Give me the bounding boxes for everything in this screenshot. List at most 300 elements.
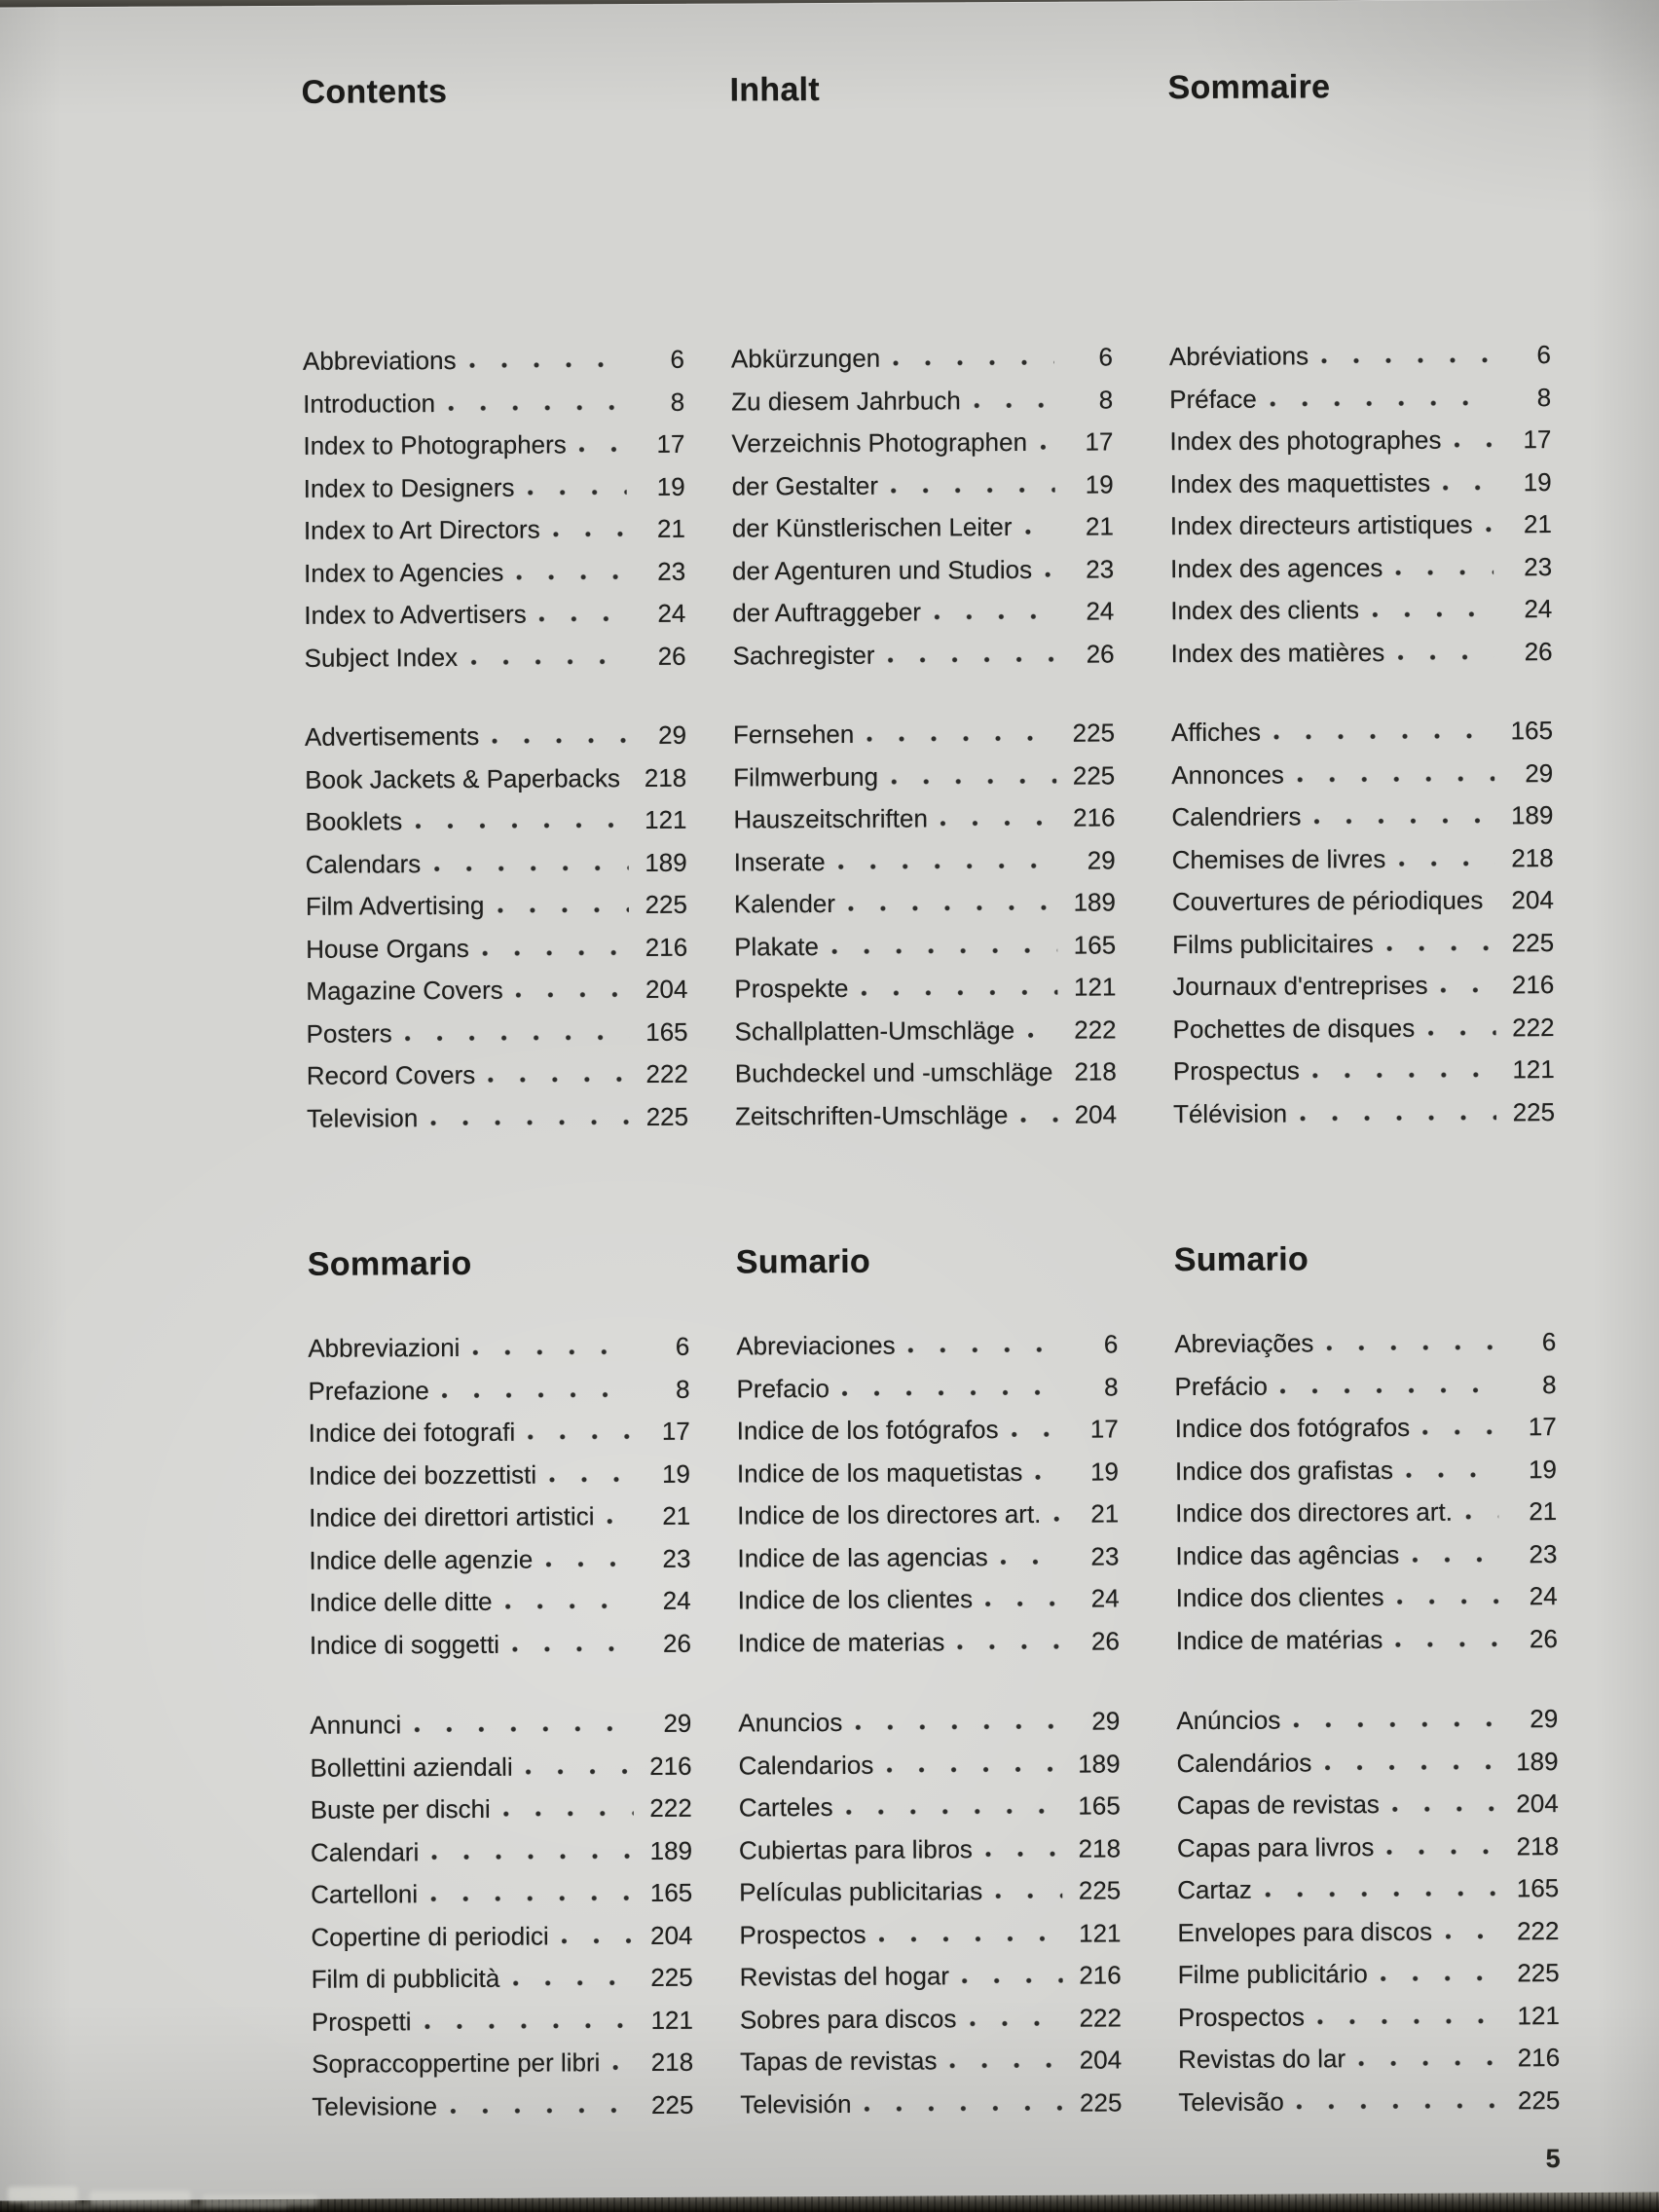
- scan-artifact: [25, 2203, 288, 2209]
- toc-entry-label: Journaux d'entreprises: [1172, 970, 1428, 1002]
- toc-entry-label: Plakate: [734, 931, 819, 962]
- dot-leader: [985, 1850, 1062, 1857]
- toc-entry-label: Record Covers: [306, 1059, 476, 1090]
- toc-row: [1170, 546, 1552, 591]
- toc-entry-label: Index to Photographers: [303, 429, 567, 461]
- toc-entry-label: Buste per dischi: [310, 1793, 491, 1825]
- dot-leader: [472, 1348, 631, 1356]
- toc-entry-label: Affiches: [1170, 717, 1262, 748]
- dot-leader: [1465, 1513, 1498, 1520]
- dot-leader: [414, 1725, 633, 1733]
- toc-row: [1172, 964, 1554, 1009]
- toc-row: [738, 1620, 1120, 1665]
- toc-entry-label: Indice dos clientes: [1175, 1582, 1384, 1613]
- toc-row: [1169, 419, 1551, 463]
- dot-leader: [1300, 1114, 1496, 1122]
- dot-leader: [539, 615, 628, 622]
- toc-entry-page: 189: [1516, 1746, 1559, 1776]
- toc-entry-page: 225: [1511, 927, 1555, 957]
- toc-entry-label: Index to Designers: [303, 472, 515, 503]
- toc-entry-label: Calendários: [1176, 1747, 1312, 1778]
- toc-entry-label: Sopraccoppertine per libri: [312, 2047, 601, 2079]
- toc-row: [739, 1869, 1121, 1914]
- dot-leader: [482, 949, 629, 957]
- toc-row: [1175, 1491, 1557, 1535]
- toc-entry-page: 19: [656, 471, 685, 501]
- toc-group: [1176, 1698, 1560, 2123]
- toc-heading-french: Sommaire: [1167, 68, 1331, 107]
- toc-entry-label: Indice de los fotógrafos: [736, 1415, 999, 1446]
- toc-row: [733, 796, 1115, 841]
- toc-entry-label: Fernsehen: [732, 719, 855, 750]
- toc-row: [733, 712, 1115, 756]
- dot-leader: [1293, 1720, 1499, 1728]
- toc-entry-label: Index des clients: [1170, 595, 1360, 626]
- toc-entry-page: 225: [1079, 2086, 1123, 2118]
- toc-entry-page: 23: [1090, 1540, 1120, 1571]
- toc-entry-page: 225: [1512, 1096, 1556, 1126]
- scan-artifact: [8, 2187, 78, 2202]
- toc-group: [738, 1700, 1122, 2125]
- toc-row: [734, 966, 1116, 1011]
- toc-entry-label: Prefazione: [308, 1375, 429, 1406]
- toc-row: [310, 1703, 691, 1748]
- toc-row: [740, 2039, 1122, 2083]
- toc-entry-label: Indice dei direttori artistici: [309, 1501, 595, 1532]
- toc-row: [1171, 710, 1553, 755]
- toc-row: [740, 1997, 1122, 2042]
- toc-row: [733, 755, 1115, 799]
- dot-leader: [1397, 653, 1493, 661]
- dot-leader: [1406, 1471, 1498, 1478]
- toc-entry-label: Préface: [1169, 384, 1257, 414]
- toc-row: [1172, 1007, 1554, 1051]
- toc-entry-label: Indice dei fotografi: [308, 1417, 516, 1448]
- dot-leader: [940, 820, 1057, 828]
- dot-leader: [433, 865, 629, 872]
- toc-entry-page: 189: [645, 847, 687, 877]
- dot-leader: [442, 1391, 632, 1399]
- toc-row: [731, 379, 1113, 424]
- toc-entry-page: 204: [645, 974, 688, 1004]
- dot-leader: [855, 1723, 1061, 1731]
- dot-leader: [1270, 399, 1493, 407]
- toc-entry-page: 222: [1079, 2002, 1122, 2033]
- toc-entry-page: 189: [1510, 800, 1554, 830]
- toc-entry-page: 17: [1528, 1412, 1557, 1442]
- toc-row: [1176, 1575, 1558, 1620]
- toc-entry-label: Subject Index: [304, 642, 459, 673]
- dot-leader: [448, 404, 626, 412]
- toc-entry-label: Carteles: [738, 1791, 833, 1823]
- toc-entry-page: 29: [658, 719, 687, 750]
- toc-row: [1177, 1910, 1559, 1955]
- toc-entry-page: 225: [1517, 1958, 1560, 1988]
- toc-row: [1177, 1783, 1559, 1827]
- dot-leader: [1035, 1473, 1060, 1480]
- toc-heading-portuguese: Sumario: [1173, 1240, 1309, 1279]
- toc-entry-label: Indice dos grafistas: [1174, 1455, 1394, 1486]
- dot-leader: [949, 2062, 1063, 2070]
- dot-leader: [1280, 1386, 1498, 1394]
- toc-row: [731, 421, 1113, 465]
- toc-row: [311, 1914, 692, 1959]
- toc-entry-page: 6: [1536, 340, 1552, 370]
- toc-entry-page: 121: [1078, 1917, 1122, 1948]
- dot-leader: [865, 2104, 1064, 2112]
- toc-column-english: [301, 71, 689, 1133]
- toc-row: [1169, 334, 1551, 379]
- toc-entry-page: 26: [1090, 1625, 1120, 1656]
- toc-entry-label: Prospectos: [1177, 2001, 1306, 2032]
- toc-row: [1175, 1406, 1557, 1451]
- dot-leader: [886, 1765, 1061, 1773]
- dot-leader: [969, 2019, 1062, 2027]
- dot-leader: [505, 1603, 633, 1610]
- toc-entry-label: Abréviations: [1168, 341, 1309, 372]
- toc-row: [1175, 1533, 1557, 1578]
- toc-entry-label: Télévision: [1172, 1098, 1288, 1128]
- toc-entry-page: 121: [1512, 1054, 1555, 1085]
- toc-entry-label: Prefácio: [1174, 1371, 1268, 1401]
- toc-row: [736, 1323, 1118, 1368]
- dot-leader: [612, 2064, 635, 2071]
- toc-entry-label: Televisão: [1178, 2086, 1284, 2117]
- toc-entry-page: 29: [1091, 1706, 1121, 1736]
- toc-entry-label: Zeitschriften-Umschläge: [734, 1099, 1009, 1131]
- toc-entry-page: 218: [644, 762, 687, 793]
- dot-leader: [1020, 1116, 1058, 1123]
- toc-row: [312, 2083, 693, 2128]
- toc-entry-page: 24: [657, 598, 686, 628]
- toc-entry-page: 225: [650, 1962, 693, 1992]
- toc-entry-label: Index to Agencies: [304, 557, 504, 588]
- toc-entry-page: 6: [675, 1331, 690, 1361]
- toc-entry-label: Inserate: [733, 846, 826, 877]
- toc-entry-label: Abbreviazioni: [308, 1332, 461, 1363]
- toc-entry-label: Abreviaciones: [736, 1330, 896, 1361]
- toc-entry-label: Calendarios: [738, 1750, 874, 1780]
- toc-entry-label: Chemises de livres: [1171, 843, 1386, 874]
- dot-leader: [1297, 775, 1494, 783]
- dot-leader: [1324, 1763, 1499, 1771]
- toc-row: [309, 1453, 690, 1497]
- toc-entry-page: 225: [645, 1101, 689, 1131]
- toc-row: [1171, 794, 1553, 839]
- toc-row: [306, 969, 687, 1014]
- dot-leader: [545, 1561, 632, 1567]
- dot-leader: [1392, 1805, 1500, 1813]
- toc-row: [1176, 1741, 1558, 1786]
- dot-leader: [1397, 1598, 1499, 1605]
- dot-leader: [497, 906, 629, 914]
- dot-leader: [1443, 484, 1493, 491]
- toc-entry-page: 225: [1072, 718, 1116, 748]
- toc-entry-page: 218: [1516, 1830, 1560, 1861]
- toc-row: [1175, 1449, 1557, 1493]
- toc-entry-label: Buchdeckel und -umschläge: [734, 1056, 1053, 1088]
- toc-entry-label: Indice dei bozzettisti: [308, 1459, 537, 1491]
- toc-entry-label: Revistas do lar: [1178, 2044, 1346, 2075]
- dot-leader: [848, 904, 1057, 912]
- toc-row: [308, 1326, 689, 1371]
- dot-leader: [492, 737, 628, 745]
- toc-entry-page: 189: [649, 1835, 693, 1865]
- dot-leader: [985, 1601, 1061, 1607]
- toc-row: [304, 465, 685, 510]
- toc-entry-label: Pochettes de disques: [1172, 1013, 1416, 1044]
- toc-entry-page: 189: [1073, 887, 1116, 917]
- toc-entry-label: Prospectos: [739, 1919, 866, 1949]
- dot-leader: [879, 1935, 1063, 1942]
- dot-leader: [516, 991, 630, 999]
- toc-entry-page: 165: [1073, 929, 1117, 960]
- toc-entry-label: Index des maquettistes: [1169, 467, 1431, 498]
- toc-group: [308, 1326, 691, 1667]
- toc-column-german: [729, 68, 1118, 1131]
- toc-entry-page: 23: [662, 1543, 691, 1573]
- toc-row: [309, 1537, 690, 1582]
- toc-entry-label: Posters: [306, 1017, 392, 1049]
- toc-entry-label: Calendriers: [1171, 801, 1302, 832]
- toc-entry-page: 165: [1078, 1790, 1121, 1821]
- toc-row: [307, 1095, 688, 1140]
- toc-row: [738, 1743, 1120, 1788]
- toc-entry-page: 204: [649, 1920, 693, 1950]
- toc-entry-page: 29: [1087, 844, 1116, 875]
- toc-entry-page: 222: [649, 1792, 692, 1823]
- dot-leader: [424, 2022, 635, 2030]
- toc-row: [740, 1954, 1122, 1999]
- toc-entry-page: 17: [661, 1416, 690, 1446]
- dot-leader: [974, 401, 1054, 408]
- toc-entry-page: 26: [1529, 1623, 1558, 1653]
- toc-entry-page: 24: [1090, 1583, 1120, 1613]
- toc-entry-label: Hauszeitschriften: [733, 803, 928, 834]
- toc-entry-page: 225: [1078, 1875, 1122, 1905]
- scan-artifact: [90, 2191, 191, 2204]
- dot-leader: [1040, 444, 1054, 451]
- dot-leader: [1001, 1558, 1061, 1565]
- toc-column-italian: [307, 1243, 694, 2121]
- toc-entry-label: Prospectus: [1172, 1055, 1300, 1087]
- toc-entry-page: 19: [661, 1458, 691, 1489]
- toc-entry-label: Film Advertising: [305, 890, 485, 921]
- dot-leader: [934, 613, 1055, 621]
- dot-leader: [1386, 944, 1495, 952]
- toc-entry-label: Anúncios: [1176, 1705, 1281, 1736]
- toc-entry-label: Index to Art Directors: [303, 514, 540, 545]
- toc-row: [303, 339, 684, 384]
- dot-leader: [469, 361, 626, 369]
- toc-entry-page: 225: [645, 889, 687, 919]
- toc-entry-label: Advertisements: [304, 720, 480, 752]
- toc-row: [734, 924, 1116, 969]
- dot-leader: [526, 1768, 634, 1776]
- dot-leader: [405, 1034, 630, 1042]
- toc-entry-label: Cartelloni: [311, 1879, 419, 1909]
- toc-entry-page: 189: [1078, 1748, 1121, 1779]
- toc-entry-label: Envelopes para discos: [1177, 1916, 1433, 1947]
- toc-group: [736, 1323, 1120, 1664]
- toc-row: [734, 1009, 1116, 1053]
- toc-row: [309, 1495, 690, 1540]
- toc-entry-label: Indice de las agencias: [737, 1541, 988, 1573]
- dot-leader: [450, 2107, 635, 2115]
- toc-entry-label: Indice dos fotógrafos: [1174, 1412, 1411, 1444]
- dot-leader: [866, 735, 1056, 743]
- toc-row: [312, 1999, 693, 2044]
- toc-row: [310, 1745, 691, 1789]
- toc-row: [1177, 1867, 1559, 1912]
- toc-entry-page: 216: [645, 932, 688, 962]
- toc-entry-label: Indice das agências: [1175, 1539, 1400, 1570]
- toc-entry-label: Calendari: [310, 1836, 420, 1867]
- toc-heading-english: Contents: [301, 73, 448, 111]
- toc-entry-page: 21: [1523, 509, 1552, 539]
- toc-column-spanish: [735, 1240, 1123, 2119]
- toc-row: [1174, 1321, 1556, 1366]
- dot-leader: [512, 1979, 634, 1987]
- toc-group: [303, 339, 686, 680]
- toc-row: [306, 884, 687, 929]
- toc-entry-label: Indice de matérias: [1175, 1624, 1383, 1655]
- toc-entry-label: House Organs: [306, 933, 469, 964]
- toc-entry-page: 6: [1541, 1327, 1557, 1357]
- toc-entry-page: 204: [1516, 1788, 1559, 1819]
- toc-entry-page: 225: [650, 2089, 694, 2120]
- toc-row: [310, 1622, 691, 1667]
- toc-row: [304, 508, 685, 553]
- toc-entry-label: der Auftraggeber: [732, 597, 922, 628]
- dot-leader: [1321, 356, 1493, 364]
- toc-entry-page: 121: [1517, 2000, 1560, 2030]
- toc-entry-label: Cartaz: [1177, 1874, 1252, 1905]
- toc-entry-label: Abkürzungen: [730, 343, 881, 374]
- toc-entry-label: Películas publicitarias: [739, 1876, 983, 1907]
- toc-row: [1174, 1364, 1556, 1409]
- toc-entry-label: Book Jackets & Paperbacks: [305, 762, 621, 794]
- toc-entry-label: Abbreviations: [302, 345, 457, 376]
- toc-entry-label: Abreviações: [1174, 1328, 1314, 1359]
- toc-entry-page: 24: [1524, 594, 1553, 624]
- toc-row: [303, 424, 684, 468]
- dot-leader: [838, 862, 1057, 869]
- dot-leader: [1398, 860, 1494, 867]
- toc-row: [737, 1535, 1119, 1580]
- toc-row: [303, 381, 684, 425]
- dot-leader: [1395, 569, 1493, 576]
- dot-leader: [1297, 2102, 1502, 2110]
- dot-leader: [1422, 1428, 1498, 1435]
- toc-entry-label: Filmwerbung: [733, 761, 879, 793]
- toc-entry-page: 19: [1089, 1456, 1120, 1487]
- toc-entry-page: 8: [675, 1374, 690, 1404]
- toc-row: [732, 463, 1114, 508]
- toc-entry-page: 121: [644, 804, 687, 834]
- toc-entry-label: Indice de materias: [737, 1626, 945, 1658]
- toc-row: [737, 1493, 1119, 1537]
- toc-heading-spanish: Sumario: [735, 1242, 871, 1281]
- toc-entry-page: 216: [1511, 970, 1555, 1000]
- toc-entry-page: 222: [645, 1058, 688, 1088]
- toc-entry-label: Zu diesem Jahrbuch: [731, 385, 961, 417]
- toc-entry-page: 216: [649, 1751, 692, 1781]
- dot-leader: [891, 777, 1056, 785]
- toc-column-french: [1167, 66, 1556, 1128]
- toc-entry-label: Magazine Covers: [306, 975, 503, 1006]
- toc-row: [732, 548, 1114, 593]
- toc-row: [306, 926, 687, 971]
- toc-entry-label: Film di pubblicità: [311, 1963, 500, 1994]
- toc-row: [304, 593, 685, 638]
- toc-group: [731, 336, 1115, 677]
- dot-leader: [1265, 1890, 1500, 1898]
- toc-entry-page: 225: [1517, 2084, 1561, 2115]
- toc-entry-label: Index des photographes: [1169, 424, 1442, 457]
- toc-row: [738, 1700, 1120, 1745]
- toc-group: [1169, 334, 1553, 675]
- toc-entry-label: Indice de los directores art.: [737, 1498, 1042, 1530]
- toc-entry-page: 165: [645, 1016, 688, 1047]
- toc-entry-page: 8: [670, 387, 685, 417]
- toc-row: [309, 1411, 690, 1456]
- dot-leader: [470, 658, 627, 666]
- toc-row: [1172, 837, 1554, 882]
- dot-leader: [1027, 1031, 1057, 1038]
- dot-leader: [488, 1076, 630, 1084]
- toc-entry-page: 23: [657, 556, 686, 586]
- dot-leader: [1313, 817, 1494, 825]
- toc-entry-label: Prospekte: [734, 973, 849, 1004]
- toc-entry-page: 204: [1511, 885, 1554, 915]
- toc-row: [1171, 753, 1553, 797]
- dot-leader: [1358, 2059, 1501, 2067]
- toc-entry-page: 29: [663, 1708, 692, 1738]
- toc-entry-label: Indice delle ditte: [309, 1586, 493, 1617]
- toc-entry-label: der Agenturen und Studios: [732, 554, 1033, 586]
- dot-leader: [1454, 441, 1493, 448]
- toc-entry-label: Prospetti: [311, 2006, 412, 2037]
- toc-entry-label: Index des agences: [1170, 552, 1383, 583]
- toc-entry-label: Index directeurs artistiques: [1169, 509, 1473, 541]
- toc-row: [306, 841, 687, 886]
- dot-leader: [831, 946, 1057, 954]
- toc-group: [305, 715, 688, 1140]
- toc-entry-page: 21: [1529, 1496, 1558, 1527]
- toc-entry-page: 8: [1541, 1369, 1557, 1399]
- toc-entry-page: 21: [662, 1500, 691, 1530]
- toc-row: [737, 1408, 1119, 1453]
- dot-leader: [527, 489, 626, 497]
- toc-row: [305, 715, 686, 759]
- dot-leader: [1486, 526, 1493, 533]
- toc-entry-label: Films publicitaires: [1172, 928, 1374, 959]
- toc-entry-page: 26: [657, 641, 686, 671]
- toc-entry-page: 23: [1086, 553, 1115, 584]
- toc-entry-page: 218: [1511, 842, 1554, 872]
- toc-entry-page: 19: [1523, 466, 1552, 497]
- toc-row: [312, 1957, 693, 2002]
- toc-entry-page: 26: [662, 1628, 691, 1658]
- toc-row: [1172, 922, 1554, 967]
- toc-entry-label: Indice delle agenzie: [309, 1544, 534, 1575]
- toc-row: [1178, 2037, 1560, 2082]
- toc-group: [1171, 710, 1555, 1135]
- toc-entry-label: Prefacio: [736, 1373, 830, 1404]
- toc-row: [307, 1053, 688, 1098]
- dot-leader: [1312, 1071, 1496, 1079]
